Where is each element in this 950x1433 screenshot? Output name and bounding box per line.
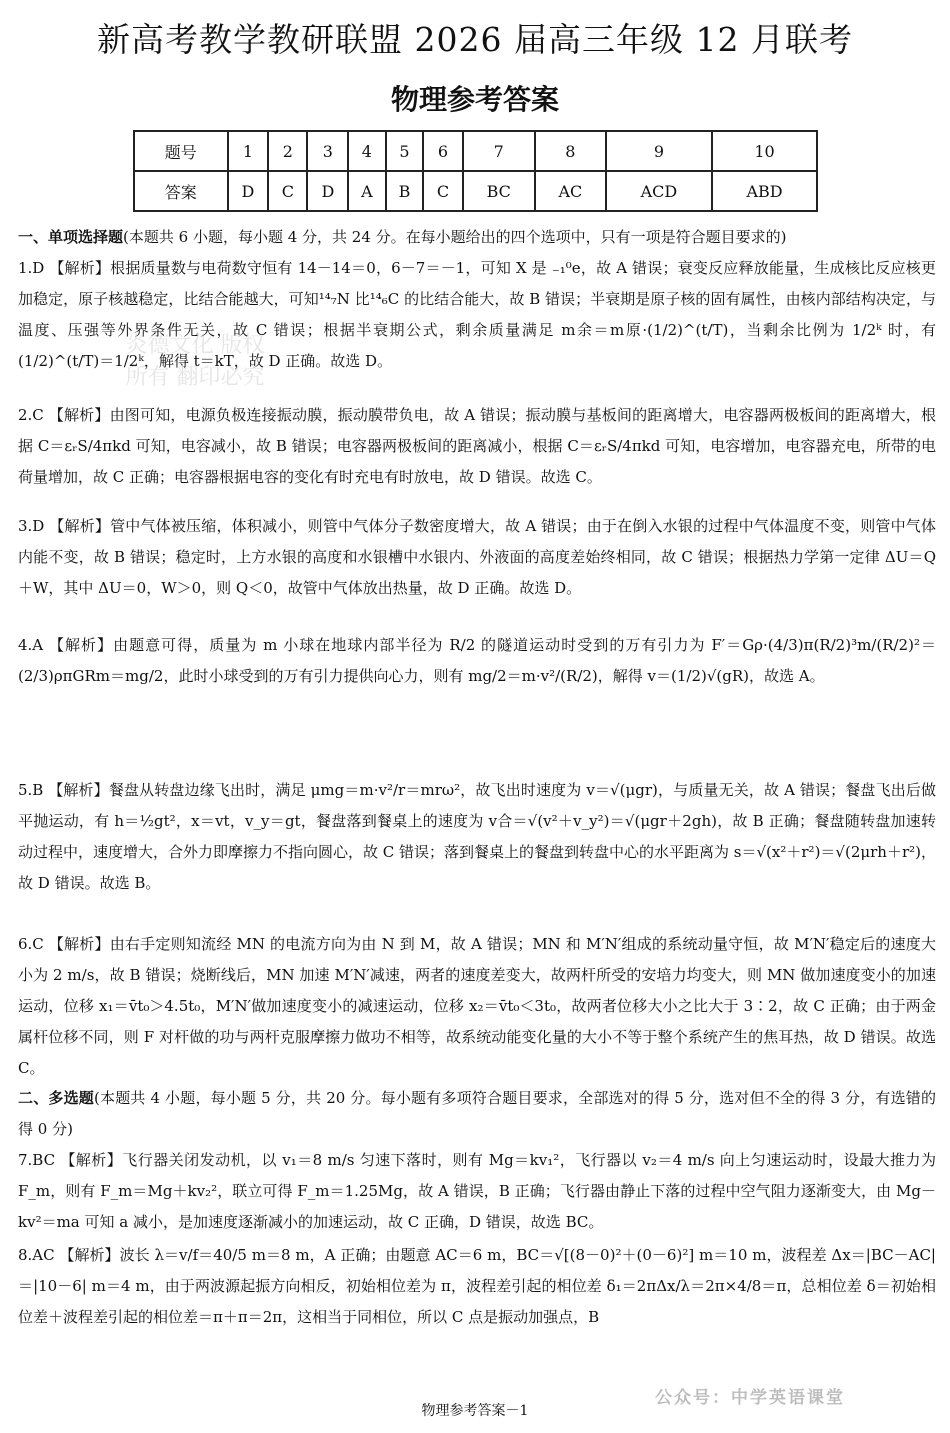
- page-footer: 物理参考答案－1: [421, 1403, 529, 1419]
- table-cell: 9: [606, 131, 712, 171]
- section-heading-single-choice: [18, 222, 936, 253]
- table-cell: AC: [535, 171, 606, 211]
- section-note: (本题共 4 小题，每小题 5 分，共 20 分。每小题有多项符合题目要求，全部选对的得 5 分，选对但不全的得 3 分，有选错的得 0 分): [18, 1089, 936, 1138]
- page-subtitle: 物理参考答案: [390, 83, 559, 116]
- section-heading: 二、多选题: [18, 1089, 94, 1107]
- copyright-stamp: 炎德文化 版权所有 翻印必究: [125, 333, 265, 390]
- table-cell: ACD: [606, 171, 712, 211]
- table-cell: C: [423, 171, 462, 211]
- answer-item-4: 4.A 【解析】由题意可得，质量为 m 小球在地球内部半径为 R/2 的隧道运动时受到的万有引力为 F′＝Gρ·(4/3)π(R/2)³m/(R/2)²＝(2/3)ρπGRm＝mg/2，此时小球受到的万有引力提供向心力，则有 mg/2＝m·v²/(R/2)，解得 v＝(1/2)√(gR)，故选 A。: [18, 636, 936, 685]
- table-cell: 10: [712, 131, 817, 171]
- answer-item-7: 7.BC 【解析】飞行器关闭发动机，以 v₁＝8 m/s 匀速下落时，则有 Mg＝kv₁²，飞行器以 v₂＝4 m/s 向上匀速运动时，设最大推力为 F_m，则有 F_m＝Mg＋kv₂²，联立可得 F_m＝1.25Mg，故 A 错误，B 正确；飞行器由静止下落的过程中空气阻力逐渐变大，由 Mg－kv²＝ma 可知 a 减小，是加速度逐渐减小的加速运动，故 C 正确，D 错误，故选 BC。: [18, 1151, 936, 1231]
- table-cell: 7: [463, 131, 535, 171]
- answer-item-6: 6.C 【解析】由右手定则知流经 MN 的电流方向为由 N 到 M，故 A 错误；MN 和 M′N′组成的系统动量守恒，故 M′N′稳定后的速度大小为 2 m/s，故 B 错误；烧断线后，MN 加速 M′N′减速，两者的速度差变大，故两杆所受的安培力均变大，则 MN 做加速度变小的加速运动，位移 x₁＝v̄t₀＞4.5t₀，M′N′做加速度变小的减速运动，位移 x₂＝v̄t₀＜3t₀，故两者位移大小之比大于 3∶2，故 C 正确；由于两金属杆位移不同，则 F 对杆做的功与两杆克服摩擦力做功不相等，故系统动能变化量的大小不等于整个系统产生的焦耳热，故 D 错误。故选 C。: [18, 935, 936, 1077]
- table-cell: A: [348, 171, 385, 211]
- section-heading-multi-choice: [18, 1083, 936, 1145]
- table-cell: C: [268, 171, 307, 211]
- answer-table: [133, 130, 818, 212]
- table-cell: D: [228, 171, 269, 211]
- table-cell: 6: [423, 131, 462, 171]
- section-heading: 一、单项选择题: [18, 228, 124, 246]
- table-cell: 3: [307, 131, 348, 171]
- answer-item-5: 5.B 【解析】餐盘从转盘边缘飞出时，满足 μmg＝m·v²/r＝mrω²，故飞出时速度为 v＝√(μgr)，与质量无关，故 A 错误；餐盘飞出后做平抛运动，有 h＝½gt²，x＝vt，v_y＝gt，餐盘落到餐桌上的速度为 v合＝√(v²＋v_y²)＝√(μgr＋2gh)，故 B 正确；餐盘随转盘加速转动过程中，速度增大，合外力即摩擦力不指向圆心，故 C 错误；落到餐桌上的餐盘到转盘中心的水平距离为 s＝√(x²＋r²)＝√(2μrh＋r²)，故 D 错误。故选 B。: [18, 781, 936, 892]
- table-row-numbers: [134, 131, 817, 171]
- answer-item-2: 2.C 【解析】由图可知，电源负极连接振动膜，振动膜带负电，故 A 错误；振动膜与基板间的距离增大，电容器两极板间的距离增大，根据 C＝εᵣS/4πkd 可知，电容减小，故 B 错误；电容器两极板间的距离减小，根据 C＝εᵣS/4πkd 可知，电容增加，电容器充电，所带的电荷量增加，故 C 正确；电容器根据电容的变化有时充电有时放电，故 D 错误。故选 C。: [18, 406, 936, 486]
- table-cell: 5: [386, 131, 424, 171]
- table-cell: BC: [463, 171, 535, 211]
- answer-item-8: 8.AC 【解析】波长 λ＝v/f＝40/5 m＝8 m，A 正确；由题意 AC＝6 m，BC＝√[(8－0)²＋(0－6)²] m＝10 m，波程差 Δx＝|BC－AC|＝|10－6| m＝4 m，由于两波源起振方向相反，初始相位差为 π，波程差引起的相位差 δ₁＝2πΔx/λ＝2π×4/8＝π，总相位差 δ＝初始相位差＋波程差引起的相位差＝π＋π＝2π，这相当于同相位，所以 C 点是振动加强点，B: [18, 1246, 936, 1326]
- section-note: (本题共 6 小题，每小题 4 分，共 24 分。在每小题给出的四个选项中，只有一项是符合题目要求的): [123, 228, 787, 246]
- table-row-answers: [134, 171, 817, 211]
- table-row-label: 答案: [134, 171, 228, 211]
- table-cell: D: [307, 171, 348, 211]
- exam-title: 新高考教学教研联盟 2026 届高三年级 12 月联考: [97, 20, 853, 59]
- watermark: 公众号：中学英语课堂: [655, 1388, 845, 1408]
- table-cell: 2: [268, 131, 307, 171]
- answer-item-3: 3.D 【解析】管中气体被压缩，体积减小，则管中气体分子数密度增大，故 A 错误；由于在倒入水银的过程中气体温度不变，则管中气体内能不变，故 B 错误；稳定时，上方水银的高度和水银槽中水银内、外液面的高度差始终相同，故 C 错误；根据热力学第一定律 ΔU＝Q＋W，其中 ΔU＝0，W＞0，则 Q＜0，故管中气体放出热量，故 D 正确。故选 D。: [18, 517, 936, 597]
- table-row-label: 题号: [134, 131, 228, 171]
- table-cell: 1: [228, 131, 269, 171]
- answer-item-1: 1.D 【解析】根据质量数与电荷数守恒有 14－14＝0，6－7＝－1，可知 X 是 ₋₁⁰e，故 A 错误；衰变反应释放能量，生成核比反应核更加稳定，原子核越稳定，比结合能越大，可知¹⁴₇N 比¹⁴₆C 的比结合能大，故 B 错误；半衰期是原子核的固有属性，由核内部结构决定，与温度、压强等外界条件无关，故 C 错误；根据半衰期公式，剩余质量满足 m余＝m原·(1/2)^(t/T)，当剩余比例为 1/2ᵏ 时，有(1/2)^(t/T)＝1/2ᵏ，解得 t＝kT，故 D 正确。故选 D。: [18, 259, 936, 370]
- table-cell: 4: [348, 131, 385, 171]
- table-cell: B: [386, 171, 424, 211]
- table-cell: 8: [535, 131, 606, 171]
- table-cell: ABD: [712, 171, 817, 211]
